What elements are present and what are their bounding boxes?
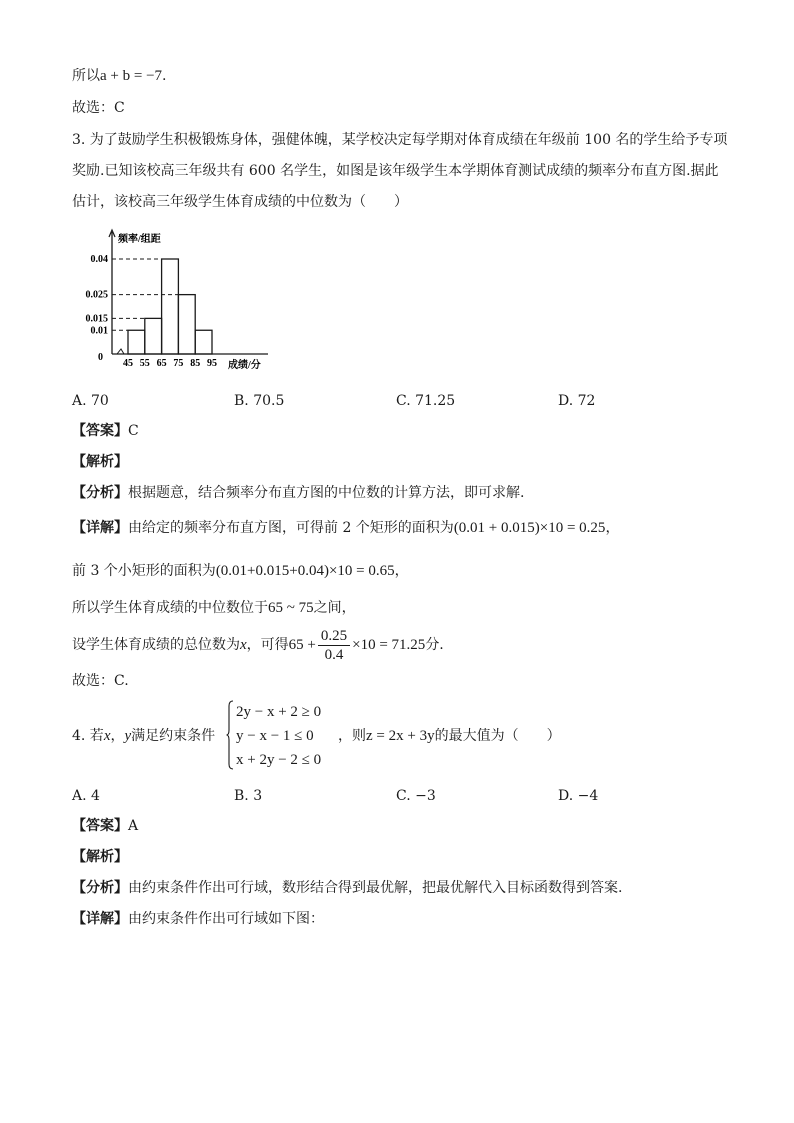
q3-answer (72, 421, 139, 441)
prev-conclusion-text: 所以 (72, 68, 100, 84)
q3-detail-line-d (72, 626, 444, 664)
q4-stem-pre (72, 726, 215, 746)
q4-var-y-text: y (124, 728, 132, 744)
q3-detail-label: 【详解】 (72, 520, 128, 536)
histogram-bar (128, 330, 145, 354)
q3-line-d-var (240, 637, 247, 653)
x-tick-label: 45 (123, 358, 133, 369)
histogram-bar (162, 259, 179, 354)
x-tick-label: 95 (207, 358, 217, 369)
q3-fraction-denominator: 0.4 (324, 646, 344, 663)
x-tick-label: 55 (139, 358, 150, 369)
q4-constraint-2: y − x − 1 ≤ 0 (236, 728, 314, 744)
q4-stem-post (338, 726, 561, 746)
q4-answer-value: A (128, 818, 139, 834)
q3-line-c-end: 之间， (313, 600, 356, 616)
q3-stem-line1: 3. 为了鼓励学生积极锻炼身体，强健体魄，某学校决定每学期对体育成绩在年级前 100 名的学生给予专项 (72, 132, 728, 148)
origin-label: 0 (98, 352, 103, 363)
y-tick-label: 0.015 (85, 313, 108, 325)
q3-detail-line-b (72, 561, 409, 581)
x-tick-label: 65 (156, 358, 167, 369)
prev-conclusion-end: . (162, 68, 167, 84)
histogram-bar (195, 330, 212, 354)
q3-line-b-math: (0.01+0.015+0.04)×10 = 0.65 (215, 563, 395, 579)
q4-analysis-heading (72, 847, 128, 867)
q3-stem-line3: 估计，该校高三年级学生体育成绩的中位数为（ ） (72, 194, 408, 210)
q3-analysis-label: 【解析】 (72, 454, 128, 470)
q3-detail-text: 由给定的频率分布直方图，可得前 2 个矩形的面积为 (128, 520, 454, 536)
q3-detail-line-c (72, 598, 356, 618)
prev-choice: 故选：C (72, 100, 125, 116)
q3-line-d-lead: 65 + (288, 637, 316, 653)
y-tick-label: 0.01 (90, 325, 108, 337)
q3-line-c-math: 65 ~ 75 (268, 600, 314, 616)
q4-option-b: B. 3 (234, 788, 263, 804)
q4-answer-label: 【答案】 (72, 818, 128, 834)
y-tick-label: 0.04 (90, 254, 108, 265)
left-brace-icon (226, 700, 234, 770)
q4-detail-text: 由约束条件作出可行域如下图： (128, 911, 324, 927)
q3-line-d-mid: ，可得 (246, 637, 289, 653)
q3-line-d-unit: 分. (425, 637, 444, 653)
q3-option-c: C. 71.25 (396, 393, 456, 409)
q3-fenxi-text: 根据题意，结合频率分布直方图的中位数的计算方法，即可求解. (128, 485, 525, 501)
prev-conclusion-math: a + b = −7 (100, 68, 163, 84)
q3-fraction-numerator: 0.25 (318, 627, 350, 646)
q4-sep: ， (110, 728, 125, 744)
q3-answer-label: 【答案】 (72, 423, 128, 439)
x-axis-title: 成绩/分 (228, 360, 261, 371)
q4-option-c: C. −3 (396, 788, 436, 804)
histogram-bar (178, 295, 195, 354)
q4-analysis-label: 【解析】 (72, 849, 128, 865)
histogram-bar (145, 318, 162, 354)
q3-line-d-tail: ×10 = 71.25 (352, 637, 426, 653)
q4-mid: 满足约束条件 (131, 728, 216, 744)
q3-line-d-text: 设学生体育成绩的总位数为 (72, 637, 240, 653)
x-tick-label: 85 (190, 358, 201, 369)
q3-line-b-end: ， (394, 563, 409, 579)
q4-answer (72, 816, 138, 836)
q3-detail-end: ， (605, 520, 620, 536)
q3-fraction (318, 627, 350, 664)
frequency-histogram (72, 226, 292, 376)
q4-suffix-pre: ，则 (338, 728, 366, 744)
q4-option-a: A. 4 (72, 788, 100, 804)
q3-analysis-heading (72, 452, 128, 472)
q3-choice: 故选：C. (72, 673, 129, 689)
q3-answer-value: C (128, 423, 139, 439)
prev-conclusion (72, 66, 167, 86)
q4-option-d: D. −4 (558, 788, 599, 804)
q3-fenxi (72, 483, 524, 503)
q4-prefix: 4. 若 (72, 728, 104, 744)
q3-stem-line2: 奖励.已知该校高三年级共有 600 名学生，如图是该年级学生本学期体育测试成绩的频率分布直方图.据此 (72, 163, 719, 179)
q4-detail (72, 909, 324, 929)
q4-objective: z = 2x + 3y (366, 728, 435, 744)
x-tick-label: 75 (173, 358, 184, 369)
axis-break-icon (117, 349, 124, 354)
q4-suffix-post: 的最大值为（ ） (434, 728, 561, 744)
var-x: x (240, 637, 247, 653)
q4-var-x-text: x (103, 728, 111, 744)
q3-option-a: A. 70 (72, 393, 109, 409)
q4-fenxi (72, 878, 622, 898)
q3-option-d: D. 72 (558, 393, 596, 409)
y-axis-title: 频率/组距 (118, 234, 161, 245)
y-tick-label: 0.025 (85, 289, 108, 301)
q4-constraint-1: 2y − x + 2 ≥ 0 (236, 704, 322, 720)
q4-fenxi-label: 【分析】 (72, 880, 128, 896)
q4-fenxi-text: 由约束条件作出可行域，数形结合得到最优解，把最优解代入目标函数得到答案. (128, 880, 623, 896)
q3-detail (72, 518, 619, 538)
q3-line-b-text: 前 3 个小矩形的面积为 (72, 563, 216, 579)
q4-constraint-3: x + 2y − 2 ≤ 0 (236, 752, 322, 768)
q3-option-b: B. 70.5 (234, 393, 285, 409)
q3-fenxi-label: 【分析】 (72, 485, 128, 501)
q3-line-c-text: 所以学生体育成绩的中位数位于 (72, 600, 268, 616)
q3-detail-math: (0.01 + 0.015)×10 = 0.25 (453, 520, 606, 536)
q4-detail-label: 【详解】 (72, 911, 128, 927)
